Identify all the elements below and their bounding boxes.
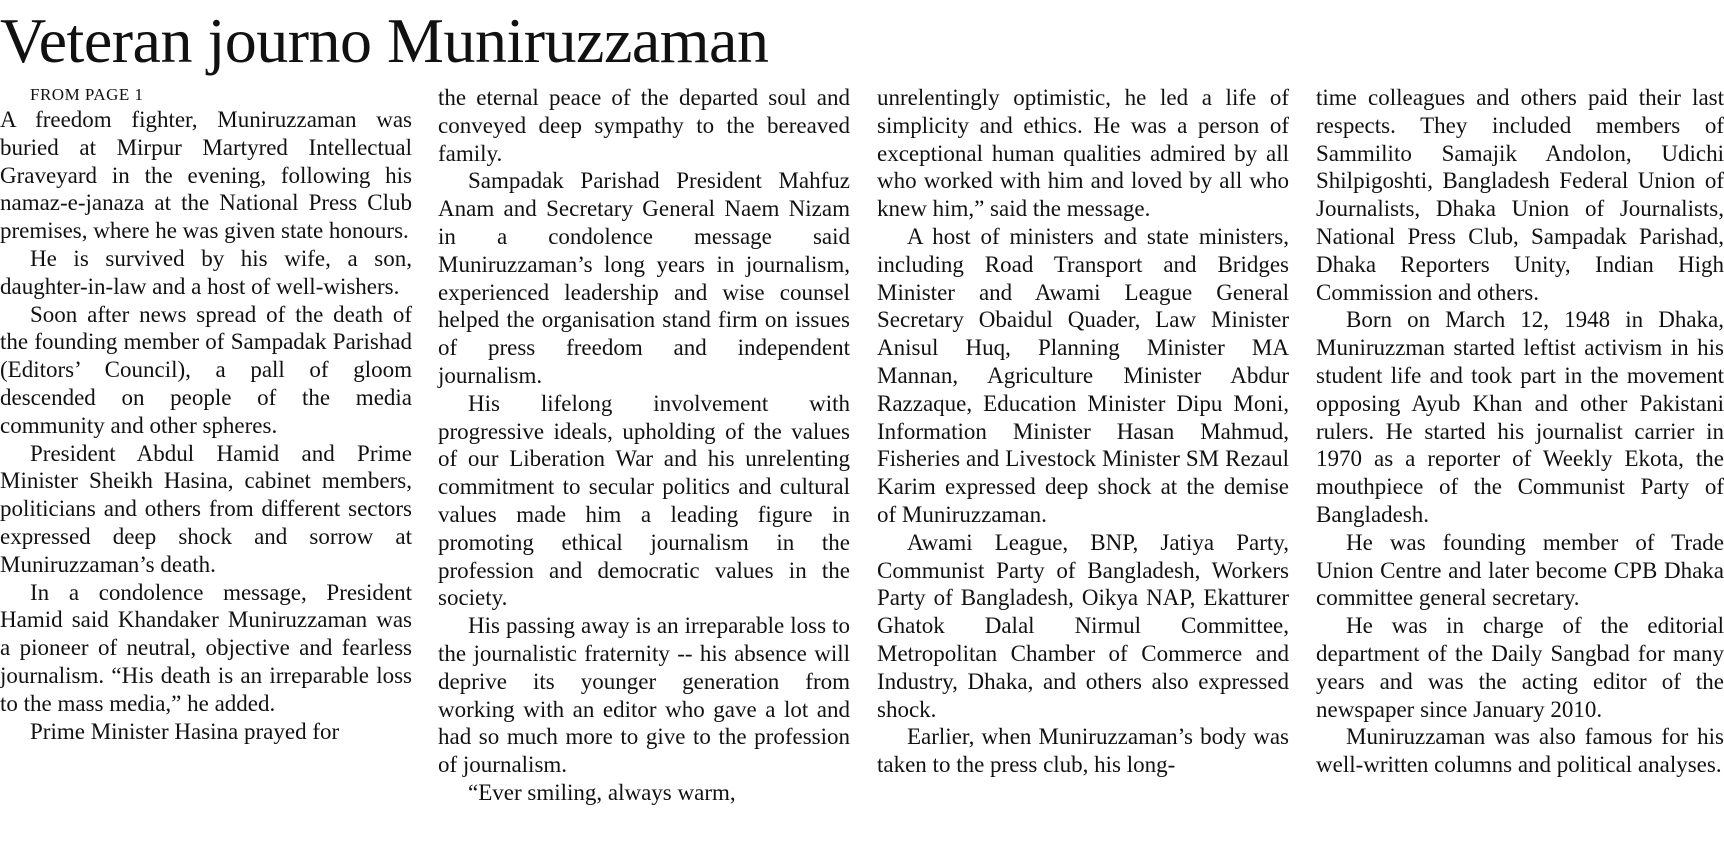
column-1 (0, 84, 412, 745)
paragraph: In a condolence message, President Hamid said Khandaker Muniruzzaman was a pioneer of neutral, objective and fearless journalism. “His death is an irreparable loss to the mass media,” he added. (0, 579, 412, 716)
paragraph: Prime Minister Hasina prayed for (30, 718, 340, 744)
paragraph: He was in charge of the editorial department of the Daily Sangbad for many years and was the acting editor of the newspaper since January 2010. (1316, 613, 1724, 722)
paragraph: “Ever smiling, always warm, (468, 779, 736, 805)
paragraph: Sampadak Parishad President Mahfuz Anam and Secretary General Naem Nizam in a condolence message said Muniruzzaman’s long years in journalism, experienced leadership and wise counsel helped the organisation stand firm on issues of press freedom and independent journalism. (438, 168, 850, 388)
column-2 (438, 84, 850, 807)
paragraph: Muniruzzaman was also famous for his well-written columns and political analyses. (1316, 724, 1724, 778)
paragraph: Born on March 12, 1948 in Dhaka, Muniruzzman started leftist activism in his student life and took part in the movement opposing Ayub Khan and other Pakistani rulers. He started his journalist carrier in 1970 as a reporter of Weekly Ekota, the mouthpiece of the Communist Party of Bangladesh. (1316, 307, 1724, 527)
paragraph: He is survived by his wife, a son, daughter-in-law and a host of well-wishers. (0, 245, 412, 299)
paragraph: President Abdul Hamid and Prime Minister Sheikh Hasina, cabinet members, politicians and others from different sectors expressed deep shock and sorrow at Muniruzzaman’s death. (0, 440, 412, 577)
paragraph: His passing away is an irreparable loss to the journalistic fraternity -- his absence will deprive its younger generation from working with an editor who gave a lot and had so much more to give to the profession of journalism. (438, 613, 850, 778)
paragraph: unrelentingly optimistic, he led a life of simplicity and ethics. He was a person of exceptional human qualities admired by all who worked with him and loved by all who knew him,” said the message. (877, 85, 1289, 222)
paragraph: Soon after news spread of the death of the founding member of Sampadak Parishad (Editors’ Council), a pall of gloom descended on people of the media community and other spheres. (0, 301, 412, 438)
paragraph: A host of ministers and state ministers, including Road Transport and Bridges Minister and Awami League General Secretary Obaidul Quader, Law Minister Anisul Huq, Planning Minister MA Mannan, Agriculture Minister Abdur Razzaque, Education Minister Dipu Moni, Information Minister Hasan Mahmud, Fisheries and Livestock Minister SM Rezaul Karim expressed deep shock at the demise of Muniruzzaman. (877, 223, 1289, 527)
paragraph: time colleagues and others paid their last respects. They included members of Sammilito Samajik Andolon, Udichi Shilpigoshti, Bangladesh Federal Union of Journalists, Dhaka Union of Journalists, National Press Club, Sampadak Parishad, Dhaka Reporters Unity, Indian High Commission and others. (1316, 85, 1724, 305)
paragraph: Awami League, BNP, Jatiya Party, Communist Party of Bangladesh, Workers Party of Bangladesh, Oikya NAP, Ekatturer Ghatok Dalal Nirmul Committee, Metropolitan Chamber of Commerce and Industry, Dhaka, and others also expressed shock. (877, 529, 1289, 722)
from-page-kicker: FROM PAGE 1 (30, 85, 144, 104)
column-4 (1316, 84, 1724, 779)
paragraph: His lifelong involvement with progressive ideals, upholding of the values of our Liberation War and his unrelenting commitment to secular politics and cultural values made him a leading figure in promoting ethical journalism in the profession and democratic values in the society. (438, 390, 850, 611)
article-headline: Veteran journo Muniruzzaman (0, 5, 769, 76)
paragraph: the eternal peace of the departed soul and conveyed deep sympathy to the bereaved family. (438, 85, 850, 166)
paragraph: A freedom fighter, Muniruzzaman was buried at Mirpur Martyred Intellectual Graveyard in the evening, following his namaz-e-janaza at the National Press Club premises, where he was given state honours. (0, 107, 412, 244)
paragraph: Earlier, when Muniruzzaman’s body was taken to the press club, his long- (877, 724, 1289, 778)
column-3 (877, 84, 1289, 779)
paragraph: He was founding member of Trade Union Centre and later become CPB Dhaka committee general secretary. (1316, 529, 1724, 611)
article-body (0, 84, 1724, 864)
